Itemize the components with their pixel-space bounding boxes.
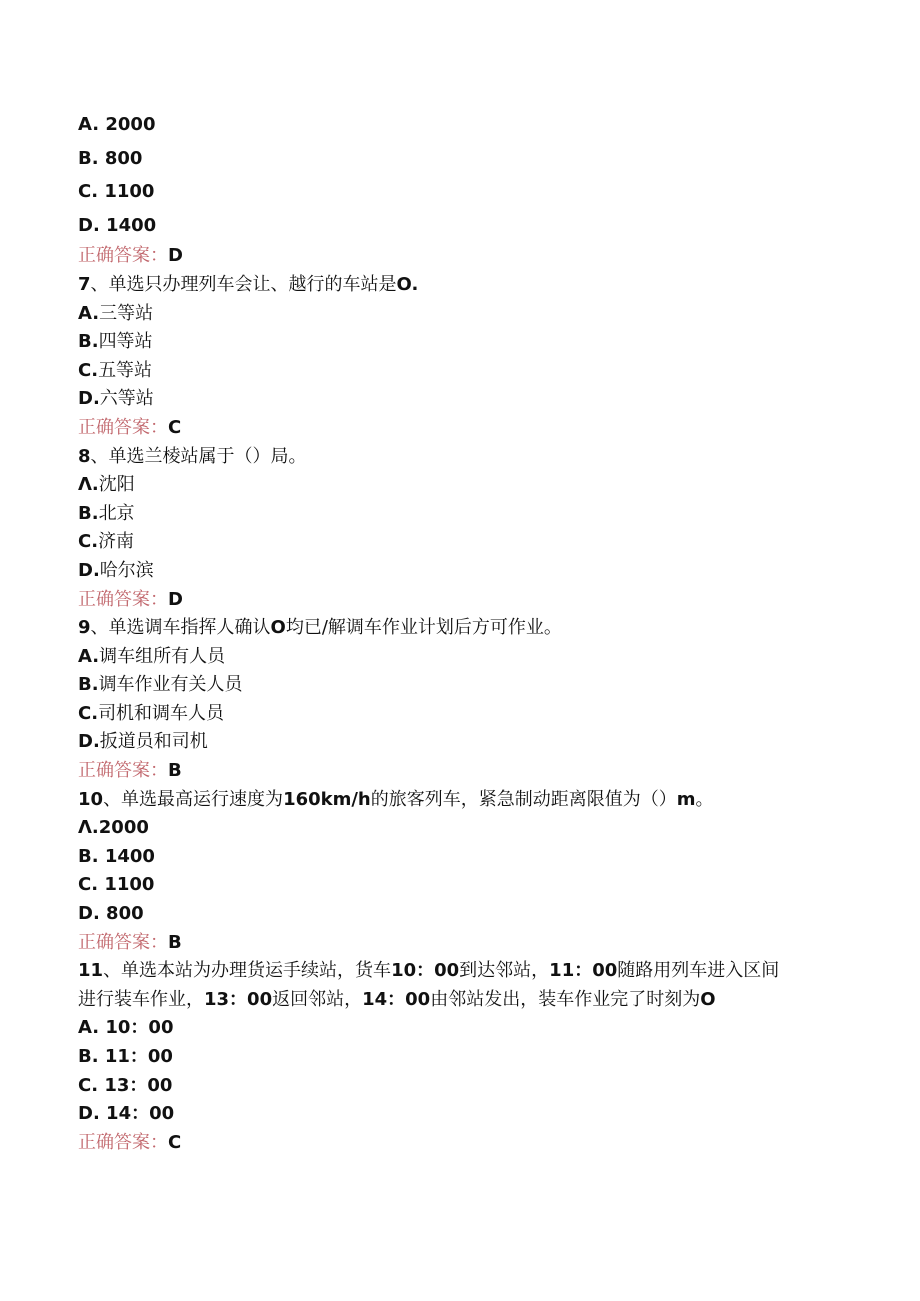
answer-label: 正确答案： <box>78 760 168 782</box>
q7-option-a <box>78 300 858 329</box>
q9-option-c <box>78 700 858 729</box>
option-text: 五等站 <box>98 359 153 381</box>
question-text-rest: 的旅客列车，紧急制动距离限值为（） <box>370 788 677 810</box>
question-segment: 进行装车作业， <box>78 988 204 1010</box>
q11-option-d: D. 14：00 <box>78 1103 175 1125</box>
option-letter: B. <box>78 331 99 353</box>
question-text: 、单选最高运行速度为 <box>103 788 284 810</box>
q8-option-c <box>78 528 858 557</box>
question-segment: 由邻站发出，装车作业完了时刻为 <box>430 988 701 1010</box>
answer-value: C <box>168 416 182 438</box>
option-text: 扳道员和司机 <box>99 731 208 753</box>
option-letter: A. <box>78 302 100 324</box>
answer-value: D <box>168 588 183 610</box>
answer-label: 正确答案： <box>78 931 168 953</box>
question-unit: m <box>676 788 696 810</box>
q6-answer <box>78 242 858 271</box>
answer-label: 正确答案： <box>78 1131 168 1153</box>
q11-option-b: B. 11：00 <box>78 1046 173 1067</box>
option-letter: C. <box>78 359 99 381</box>
question-time: 11：00 <box>549 960 618 982</box>
question-time: 14：00 <box>362 988 431 1010</box>
answer-label: 正确答案： <box>78 245 168 267</box>
option-text: 四等站 <box>98 331 153 353</box>
question-text-blank: O <box>270 617 286 639</box>
option-letter: A. <box>78 645 100 667</box>
answer-value: D <box>168 245 183 267</box>
q9-answer <box>78 757 858 786</box>
q7-answer <box>78 414 858 443</box>
question-text-blank: O <box>700 988 716 1010</box>
q10-option-b: B. 1400 <box>78 845 155 867</box>
option-text: 哈尔滨 <box>99 559 154 581</box>
question-number: 11 <box>78 960 104 982</box>
question-segment: 、单选本站为办理货运手续站，货车 <box>103 960 392 982</box>
question-number: 8 <box>78 445 91 467</box>
q8-option-a <box>78 471 858 500</box>
q6-option-a: A. 2000 <box>78 114 156 135</box>
q11-answer <box>78 1129 858 1158</box>
answer-label: 正确答案： <box>78 588 168 610</box>
option-text: 北京 <box>98 502 135 524</box>
question-number: 7 <box>78 273 91 295</box>
q10-option-a: Λ.2000 <box>78 817 149 839</box>
option-text: 司机和调车人员 <box>98 702 225 724</box>
q6-option-b: B. 800 <box>78 147 143 169</box>
option-text: 沈阳 <box>98 474 135 496</box>
option-text: 三等站 <box>99 302 154 324</box>
q11-question-line-1 <box>78 957 858 986</box>
option-letter: B. <box>78 674 99 696</box>
q7-option-b <box>78 328 858 357</box>
answer-value: B <box>168 931 182 953</box>
question-text: 、单选调车指挥人确认 <box>90 617 271 639</box>
option-letter: C. <box>78 531 99 553</box>
q10-option-d: D. 800 <box>78 903 144 925</box>
option-text: 济南 <box>98 531 135 553</box>
question-number: 9 <box>78 617 91 639</box>
answer-value: C <box>168 1131 182 1153</box>
q6-options <box>78 108 858 242</box>
question-speed: 160km/h <box>283 788 371 810</box>
answer-label: 正确答案： <box>78 416 168 438</box>
question-segment: 到达邻站， <box>459 960 550 982</box>
q8-option-b <box>78 500 858 529</box>
q6-option-d: D. 1400 <box>78 214 157 236</box>
question-time: 10：00 <box>391 960 460 982</box>
question-text: 、单选只办理列车会让、越行的车站是 <box>90 273 397 295</box>
q10-answer <box>78 929 858 958</box>
question-time: 13：00 <box>204 988 273 1010</box>
q8-option-d <box>78 557 858 586</box>
q11-question-line-2 <box>78 986 858 1015</box>
q9-option-d <box>78 728 858 757</box>
q8-answer <box>78 586 858 615</box>
q9-question <box>78 614 858 643</box>
q7-option-c <box>78 357 858 386</box>
question-segment: 返回邻站， <box>272 988 363 1010</box>
q10-option-c: C. 1100 <box>78 874 155 896</box>
option-text: 调车作业有关人员 <box>98 674 243 696</box>
option-letter: D. <box>78 559 100 581</box>
q10-question <box>78 786 858 815</box>
q11-option-c: C. 13：00 <box>78 1074 173 1096</box>
option-letter: B. <box>78 502 99 524</box>
question-number: 10 <box>78 788 104 810</box>
option-letter: C. <box>78 702 99 724</box>
q7-option-d <box>78 385 858 414</box>
option-letter: D. <box>78 388 100 410</box>
answer-value: B <box>168 760 182 782</box>
option-letter: Λ. <box>78 474 99 496</box>
question-text-rest: 均已/解调车作业计划后方可作业。 <box>285 617 562 639</box>
question-text-blank: O. <box>396 273 419 295</box>
q9-option-a <box>78 643 858 672</box>
q7-question <box>78 271 858 300</box>
q9-option-b <box>78 671 858 700</box>
document-page <box>78 108 858 1157</box>
option-text: 调车组所有人员 <box>99 645 226 667</box>
option-letter: D. <box>78 731 100 753</box>
question-segment: 随路用列车进入区间 <box>617 960 780 982</box>
question-text: 、单选兰棱站属于（）局。 <box>90 445 307 467</box>
option-text: 六等站 <box>99 388 154 410</box>
q8-question <box>78 443 858 472</box>
q11-option-a: A. 10：00 <box>78 1017 174 1039</box>
q6-option-c: C. 1100 <box>78 181 155 203</box>
question-text-end: 。 <box>695 788 714 810</box>
